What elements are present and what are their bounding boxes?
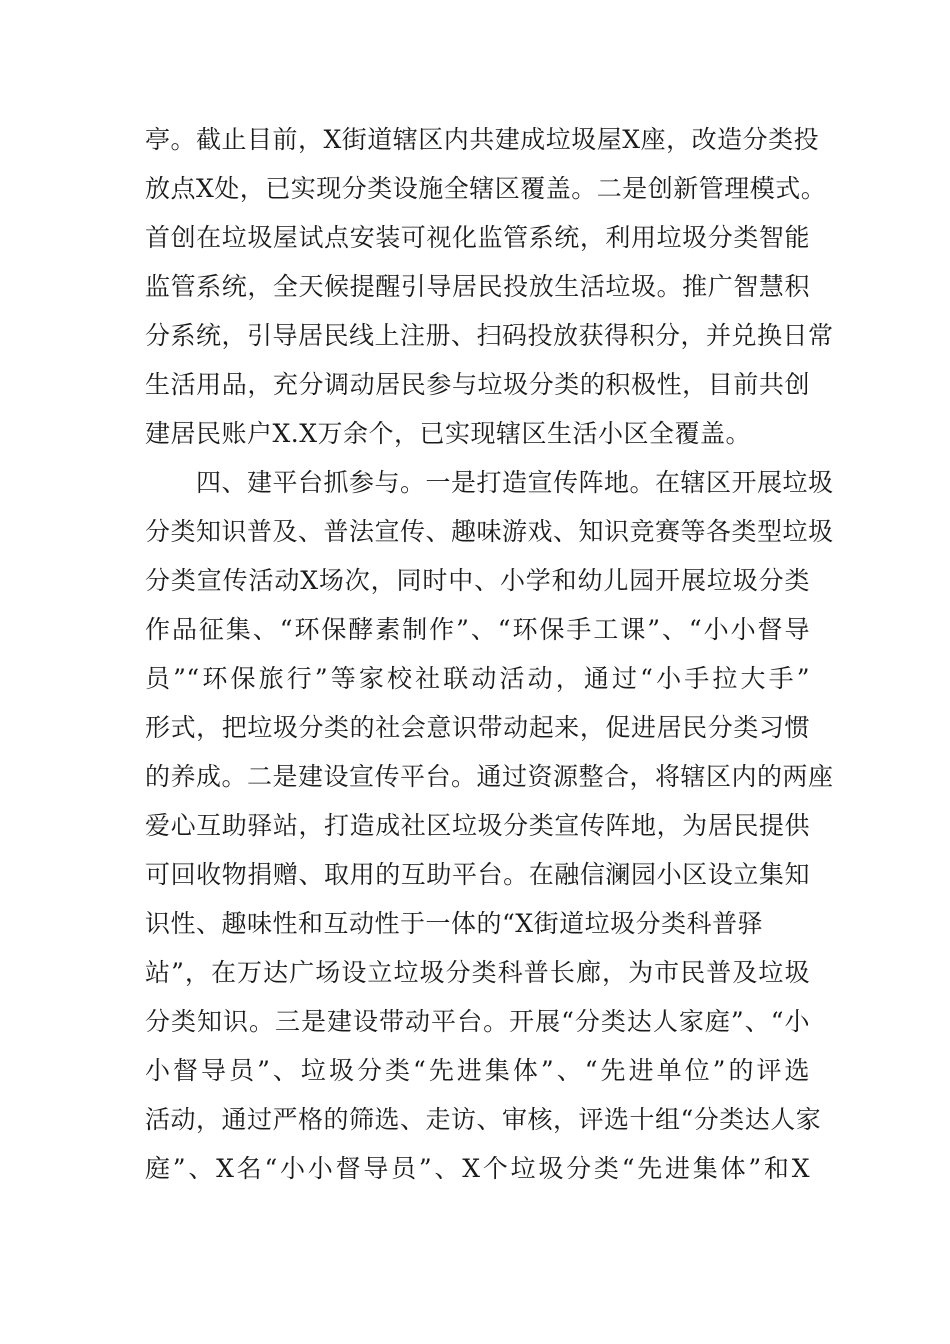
text-line: 小督导员”、垃圾分类“先进集体”、“先进单位”的评选 xyxy=(145,1056,810,1085)
text-line: 监管系统，全天候提醒引导居民投放生活垃圾。推广智慧积 xyxy=(145,272,810,301)
text-line: 的养成。二是建设宣传平台。通过资源整合，将辖区内的两座 xyxy=(145,762,834,791)
text-line: 作品征集、“环保酵素制作”、“环保手工课”、“小小督导 xyxy=(145,615,810,644)
paragraph-first-line: 四、建平台抓参与。一是打造宣传阵地。在辖区开展垃圾 xyxy=(196,468,834,497)
text-line: 分类知识。三是建设带动平台。开展“分类达人家庭”、“小 xyxy=(145,1007,810,1036)
text-line: 亭。截止目前，X街道辖区内共建成垃圾屋X座，改造分类投 xyxy=(145,125,820,154)
text-line: 庭”、X名“小小督导员”、X个垃圾分类“先进集体”和X xyxy=(145,1154,810,1183)
text-line: 首创在垃圾屋试点安装可视化监管系统，利用垃圾分类智能 xyxy=(145,223,810,252)
text-line: 形式，把垃圾分类的社会意识带动起来，促进居民分类习惯 xyxy=(145,713,810,742)
text-line: 可回收物捐赠、取用的互助平台。在融信澜园小区设立集知 xyxy=(145,860,810,889)
text-line: 分系统，引导居民线上注册、扫码投放获得积分，并兑换日常 xyxy=(145,321,834,350)
text-line: 员”“环保旅行”等家校社联动活动，通过“小手拉大手” xyxy=(145,664,810,693)
text-line: 站”，在万达广场设立垃圾分类科普长廊，为市民普及垃圾 xyxy=(145,958,810,987)
text-line: 活动，通过严格的筛选、走访、审核，评选十组“分类达人家 xyxy=(145,1105,822,1134)
text-line: 识性、趣味性和互动性于一体的“X街道垃圾分类科普驿 xyxy=(145,909,764,938)
text-line: 分类宣传活动X场次，同时中、小学和幼儿园开展垃圾分类 xyxy=(145,566,810,595)
text-line: 分类知识普及、普法宣传、趣味游戏、知识竞赛等各类型垃圾 xyxy=(145,517,834,546)
text-line: 放点X处，已实现分类设施全辖区覆盖。二是创新管理模式。 xyxy=(145,174,827,203)
text-line: 建居民账户X.X万余个，已实现辖区生活小区全覆盖。 xyxy=(145,419,752,448)
text-line: 生活用品，充分调动居民参与垃圾分类的积极性，目前共创 xyxy=(145,370,810,399)
text-line: 爱心互助驿站，打造成社区垃圾分类宣传阵地，为居民提供 xyxy=(145,811,810,840)
